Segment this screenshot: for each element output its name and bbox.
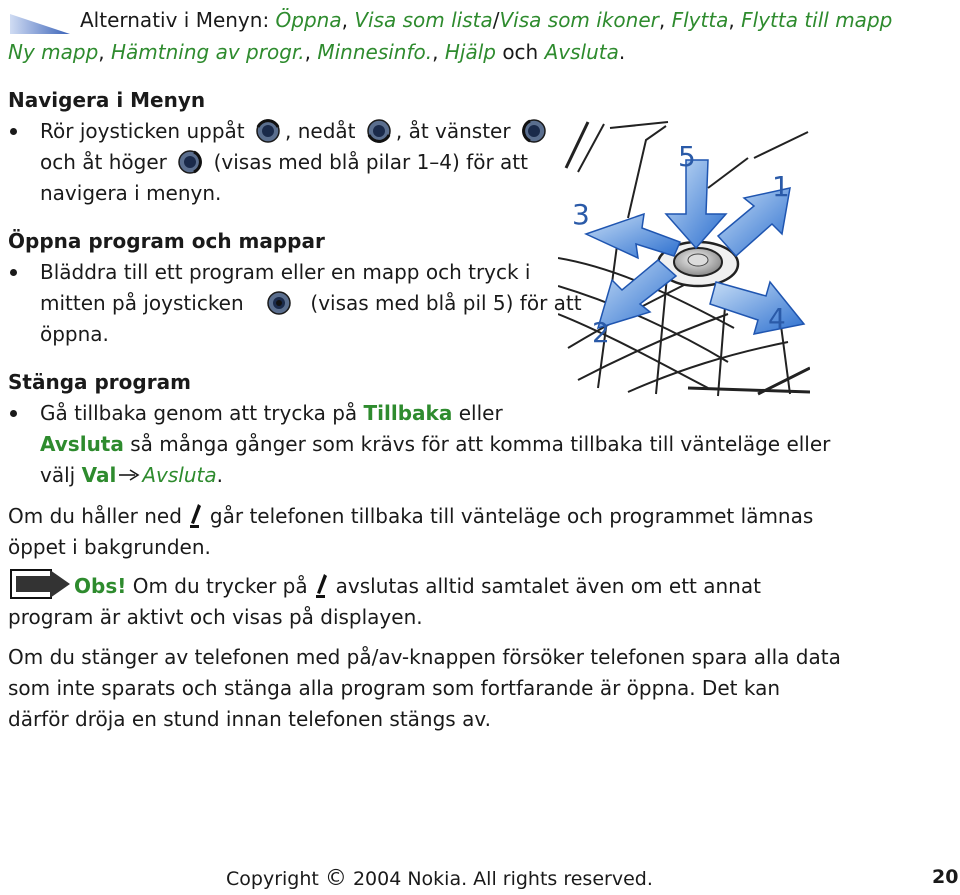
open-line-3: öppna. [40, 322, 109, 346]
menu-option: Flytta till mapp [741, 8, 893, 32]
menu-option: Öppna [275, 8, 342, 32]
open-line-1: Bläddra till ett program eller en mapp och tryck i [40, 260, 531, 284]
heading-navigate: Navigera i Menyn [8, 88, 206, 112]
close-line-3: välj Val Avsluta. [40, 463, 223, 487]
navigate-line-1: Rör joysticken uppåt , nedåt , åt vänster [40, 117, 551, 145]
footer-copyright: Copyright © 2004 Nokia. All rights reserved. [226, 866, 653, 891]
end-key-icon [314, 573, 328, 599]
note-icon [10, 568, 72, 605]
menu-marker-icon [10, 12, 70, 39]
arrow-right-icon [118, 469, 140, 481]
menu-item-avsluta: Avsluta [142, 463, 217, 487]
softkey-val: Val [81, 463, 117, 487]
joystick-illustration [558, 118, 810, 403]
menu-options-line-1: Alternativ i Menyn: Öppna, Visa som lista/Visa som ikoner, Flytta, Flytta till mapp [80, 8, 893, 32]
arrow-label-3: 3 [572, 198, 590, 231]
endkey-line-1: Om du håller ned går telefonen tillbaka till vänteläge och programmet lämnas [8, 504, 814, 528]
bullet [10, 128, 17, 135]
menu-option: Hjälp [444, 40, 496, 64]
heading-close: Stänga program [8, 370, 191, 394]
joystick-down-icon [366, 118, 392, 144]
joystick-press-icon [266, 290, 292, 316]
menu-option: Minnesinfo. [317, 40, 433, 64]
power-line-1: Om du stänger av telefonen med på/av-knappen försöker telefonen spara alla data [8, 645, 841, 669]
open-line-2: mitten på joysticken (visas med blå pil 5) för att [40, 291, 582, 315]
arrow-label-2: 2 [592, 316, 610, 349]
menu-option: Hämtning av progr. [111, 40, 305, 64]
menu-option: Flytta [671, 8, 729, 32]
close-line-1: Gå tillbaka genom att trycka på Tillbaka eller [40, 401, 503, 425]
note-line-1: Obs! Om du trycker på avslutas alltid samtalet även om ett annat [74, 574, 761, 598]
copyright-symbol: © [324, 866, 347, 891]
power-line-2: som inte sparats och stänga alla program som fortfarande är öppna. Det kan [8, 676, 781, 700]
end-key-icon [188, 503, 202, 529]
arrow-label-5: 5 [678, 140, 696, 173]
menu-option: Visa som ikoner [499, 8, 659, 32]
joystick-up-icon [255, 118, 281, 144]
bullet [10, 269, 17, 276]
menu-option: Visa som lista [354, 8, 493, 32]
arrow-label-4: 4 [768, 302, 786, 335]
menu-options-line-2: Ny mapp, Hämtning av progr., Minnesinfo., Hjälp och Avsluta. [8, 40, 626, 64]
page-number: 20 [932, 866, 959, 888]
note-label: Obs! [74, 574, 127, 598]
navigate-line-3: navigera i menyn. [40, 181, 222, 205]
arrow-label-1: 1 [772, 170, 790, 203]
joystick-right-icon [177, 149, 203, 175]
note-line-2: program är aktivt och visas på displayen. [8, 605, 423, 629]
close-line-2: Avsluta så många gånger som krävs för att komma tillbaka till vänteläge eller [40, 432, 831, 456]
softkey-tillbaka: Tillbaka [363, 401, 453, 425]
menu-option: Ny mapp [8, 40, 99, 64]
joystick-left-icon [521, 118, 547, 144]
endkey-line-2: öppet i bakgrunden. [8, 535, 211, 559]
softkey-avsluta: Avsluta [40, 432, 124, 456]
menu-option: Avsluta [544, 40, 619, 64]
bullet [10, 410, 17, 417]
navigate-line-2: och åt höger (visas med blå pilar 1–4) för att [40, 150, 528, 174]
heading-open: Öppna program och mappar [8, 229, 325, 253]
power-line-3: därför dröja en stund innan telefonen stängs av. [8, 707, 491, 731]
